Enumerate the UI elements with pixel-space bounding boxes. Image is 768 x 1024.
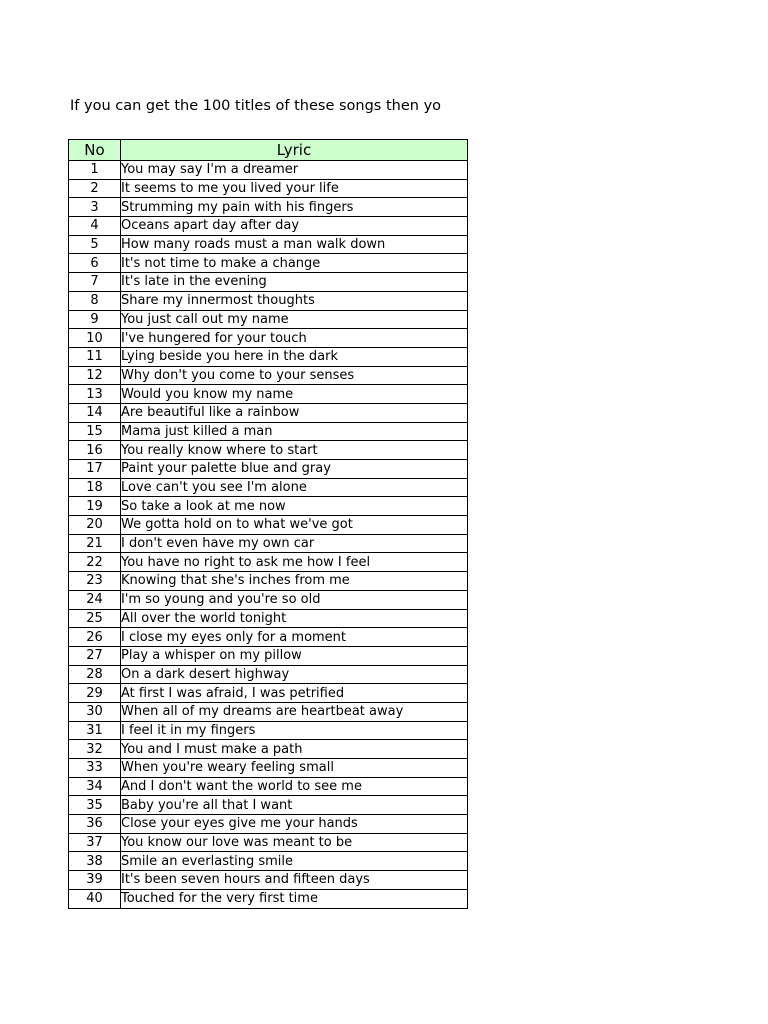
row-number: 6 (69, 254, 121, 273)
row-number: 1 (69, 161, 121, 180)
table-row (69, 815, 468, 834)
row-number: 8 (69, 291, 121, 310)
row-number: 11 (69, 347, 121, 366)
table-row (69, 684, 468, 703)
row-lyric: Smile an everlasting smile (121, 852, 468, 871)
row-lyric: You have no right to ask me how I feel (121, 553, 468, 572)
row-lyric: All over the world tonight (121, 609, 468, 628)
table-row (69, 721, 468, 740)
row-lyric: You may say I'm a dreamer (121, 161, 468, 180)
row-lyric: Share my innermost thoughts (121, 291, 468, 310)
table-row (69, 590, 468, 609)
row-number: 35 (69, 796, 121, 815)
table-row (69, 646, 468, 665)
row-number: 30 (69, 702, 121, 721)
table-row (69, 385, 468, 404)
row-number: 5 (69, 235, 121, 254)
table-row (69, 740, 468, 759)
table-row (69, 665, 468, 684)
row-number: 19 (69, 497, 121, 516)
row-number: 26 (69, 628, 121, 647)
table-row (69, 796, 468, 815)
row-number: 28 (69, 665, 121, 684)
row-number: 23 (69, 572, 121, 591)
table-row (69, 198, 468, 217)
row-number: 16 (69, 441, 121, 460)
row-number: 40 (69, 889, 121, 908)
row-lyric: You really know where to start (121, 441, 468, 460)
table-row (69, 179, 468, 198)
table-row (69, 852, 468, 871)
row-number: 12 (69, 366, 121, 385)
row-number: 22 (69, 553, 121, 572)
row-number: 24 (69, 590, 121, 609)
row-number: 31 (69, 721, 121, 740)
row-number: 3 (69, 198, 121, 217)
row-lyric: Love can't you see I'm alone (121, 478, 468, 497)
row-number: 25 (69, 609, 121, 628)
row-number: 15 (69, 422, 121, 441)
table-row (69, 217, 468, 236)
row-lyric: It's been seven hours and fifteen days (121, 871, 468, 890)
row-lyric: Touched for the very first time (121, 889, 468, 908)
row-number: 37 (69, 833, 121, 852)
row-number: 39 (69, 871, 121, 890)
table-row (69, 478, 468, 497)
table-row (69, 329, 468, 348)
table-row (69, 777, 468, 796)
column-header-no: No (69, 140, 121, 161)
row-lyric: Knowing that she's inches from me (121, 572, 468, 591)
row-lyric: Oceans apart day after day (121, 217, 468, 236)
row-number: 27 (69, 646, 121, 665)
row-lyric: Are beautiful like a rainbow (121, 403, 468, 422)
row-lyric: How many roads must a man walk down (121, 235, 468, 254)
row-number: 34 (69, 777, 121, 796)
row-number: 10 (69, 329, 121, 348)
row-lyric: I've hungered for your touch (121, 329, 468, 348)
row-lyric: Play a whisper on my pillow (121, 646, 468, 665)
row-number: 38 (69, 852, 121, 871)
table-row (69, 628, 468, 647)
row-lyric: I feel it in my fingers (121, 721, 468, 740)
table-row (69, 609, 468, 628)
row-number: 7 (69, 273, 121, 292)
row-lyric: I don't even have my own car (121, 534, 468, 553)
table-row (69, 441, 468, 460)
row-lyric: And I don't want the world to see me (121, 777, 468, 796)
table-row (69, 422, 468, 441)
table-body (69, 161, 468, 909)
table-row (69, 460, 468, 479)
table-row (69, 871, 468, 890)
row-number: 4 (69, 217, 121, 236)
row-number: 9 (69, 310, 121, 329)
row-lyric: When you're weary feeling small (121, 759, 468, 778)
row-number: 13 (69, 385, 121, 404)
row-number: 20 (69, 516, 121, 535)
table-row (69, 347, 468, 366)
table-row (69, 889, 468, 908)
row-lyric: Lying beside you here in the dark (121, 347, 468, 366)
table-header-row (69, 140, 468, 161)
table-row (69, 702, 468, 721)
column-header-lyric: Lyric (121, 140, 468, 161)
table-row (69, 403, 468, 422)
row-lyric: When all of my dreams are heartbeat away (121, 702, 468, 721)
row-lyric: It seems to me you lived your life (121, 179, 468, 198)
row-lyric: I close my eyes only for a moment (121, 628, 468, 647)
row-number: 36 (69, 815, 121, 834)
table-row (69, 516, 468, 535)
row-lyric: At first I was afraid, I was petrified (121, 684, 468, 703)
row-lyric: It's late in the evening (121, 273, 468, 292)
row-lyric: You know our love was meant to be (121, 833, 468, 852)
row-number: 21 (69, 534, 121, 553)
row-number: 33 (69, 759, 121, 778)
row-lyric: So take a look at me now (121, 497, 468, 516)
row-number: 14 (69, 403, 121, 422)
row-lyric: I'm so young and you're so old (121, 590, 468, 609)
lyrics-table (68, 139, 468, 909)
table-row (69, 497, 468, 516)
row-lyric: We gotta hold on to what we've got (121, 516, 468, 535)
row-lyric: You and I must make a path (121, 740, 468, 759)
table-row (69, 254, 468, 273)
page-title: If you can get the 100 titles of these songs then yo (70, 98, 442, 114)
table-row (69, 310, 468, 329)
row-lyric: On a dark desert highway (121, 665, 468, 684)
row-lyric: Mama just killed a man (121, 422, 468, 441)
row-number: 32 (69, 740, 121, 759)
table-row (69, 759, 468, 778)
table-row (69, 235, 468, 254)
table-row (69, 161, 468, 180)
row-lyric: Why don't you come to your senses (121, 366, 468, 385)
row-lyric: Would you know my name (121, 385, 468, 404)
table-row (69, 833, 468, 852)
row-lyric: It's not time to make a change (121, 254, 468, 273)
row-lyric: Close your eyes give me your hands (121, 815, 468, 834)
row-number: 17 (69, 460, 121, 479)
row-lyric: Baby you're all that I want (121, 796, 468, 815)
row-number: 29 (69, 684, 121, 703)
table-row (69, 291, 468, 310)
table-row (69, 534, 468, 553)
row-number: 18 (69, 478, 121, 497)
table-row (69, 572, 468, 591)
table-row (69, 273, 468, 292)
row-number: 2 (69, 179, 121, 198)
table-row (69, 366, 468, 385)
row-lyric: Paint your palette blue and gray (121, 460, 468, 479)
row-lyric: Strumming my pain with his fingers (121, 198, 468, 217)
table-row (69, 553, 468, 572)
row-lyric: You just call out my name (121, 310, 468, 329)
